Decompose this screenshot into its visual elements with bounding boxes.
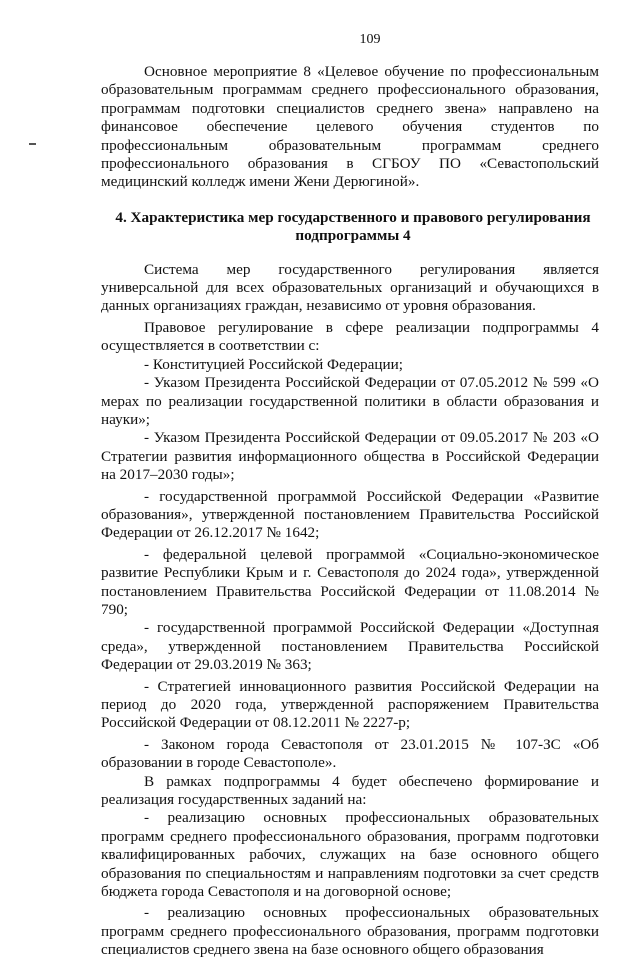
- system-paragraph: Система мер государственного регулирования является универсальной для всех образовательных организаций и обучающихся в данных организациях граждан, независимо от уровня образования.: [101, 260, 599, 315]
- section-heading: [101, 209, 599, 246]
- legal-list-item: - Указом Президента Российской Федерации от 09.05.2017 № 203 «О Стратегии развития информационного общества в Российской Федерации на 2017–2030 годы»;: [101, 429, 599, 484]
- legal-list-item: - федеральной целевой программой «Социально-экономическое развитие Республики Крым и г. Севастополя до 2024 года», утвержденной постановлением Правительства Российской Федерации от 11.08.2014 № 790;: [101, 545, 599, 618]
- page-number: 109: [359, 32, 381, 47]
- tasks-list: [101, 809, 599, 959]
- legal-paragraph: Правовое регулирование в сфере реализации подпрограммы 4 осуществляется в соответствии с:: [101, 318, 599, 355]
- legal-list-item: - Конституцией Российской Федерации;: [144, 355, 403, 373]
- section-heading-line-1: 4. Характеристика мер государственного и правового регулирования: [115, 208, 591, 226]
- section-heading-line-2: подпрограммы 4: [295, 227, 411, 245]
- tasks-list-item: - реализацию основных профессиональных образовательных программ среднего профессионального образования, программ подготовки специалистов среднего звена на базе основного общего образования: [101, 904, 599, 959]
- legal-list-item: - Законом города Севастополя от 23.01.2015 № 107-ЗС «Об образовании в городе Севастополе».: [101, 735, 599, 772]
- tasks-intro-paragraph: В рамках подпрограммы 4 будет обеспечено формирование и реализация государственных заданий на:: [101, 772, 599, 809]
- legal-list: [101, 356, 599, 773]
- legal-list-item: - Стратегией инновационного развития Российской Федерации на период до 2020 года, утвержденной распоряжением Правительства Российской Федерации от 08.12.2011 № 2227-р;: [101, 677, 599, 732]
- legal-list-item: - государственной программой Российской Федерации «Развитие образования», утвержденной постановлением Правительства Российской Федерации от 26.12.2017 № 1642;: [101, 487, 599, 542]
- legal-list-item: - Указом Президента Российской Федерации от 07.05.2012 № 599 «О мерах по реализации государственной политики в области образования и науки»;: [101, 374, 599, 428]
- intro-paragraph: Основное мероприятие 8 «Целевое обучение по профессиональным образовательным программам среднего профессионального образования, программам подготовки специалистов среднего звена» направлено на финансовое обеспечение целевого обучения студентов по профессиональным образовательным программам среднего профессионального образования в СГБОУ ПО «Севастопольский медицинский колледж имени Жени Дерюгиной».: [101, 63, 599, 191]
- legal-list-item: - государственной программой Российской Федерации «Доступная среда», утвержденной постановлением Правительства Российской Федерации от 29.03.2019 № 363;: [101, 619, 599, 674]
- tasks-list-item: - реализацию основных профессиональных образовательных программ среднего профессионального образования, программ подготовки квалифицированных рабочих, служащих на базе основного общего образования по специальностям и направлениям подготовки за счет средств бюджета города Севастополя и на договорной основе;: [101, 809, 599, 901]
- margin-mark: [29, 143, 36, 145]
